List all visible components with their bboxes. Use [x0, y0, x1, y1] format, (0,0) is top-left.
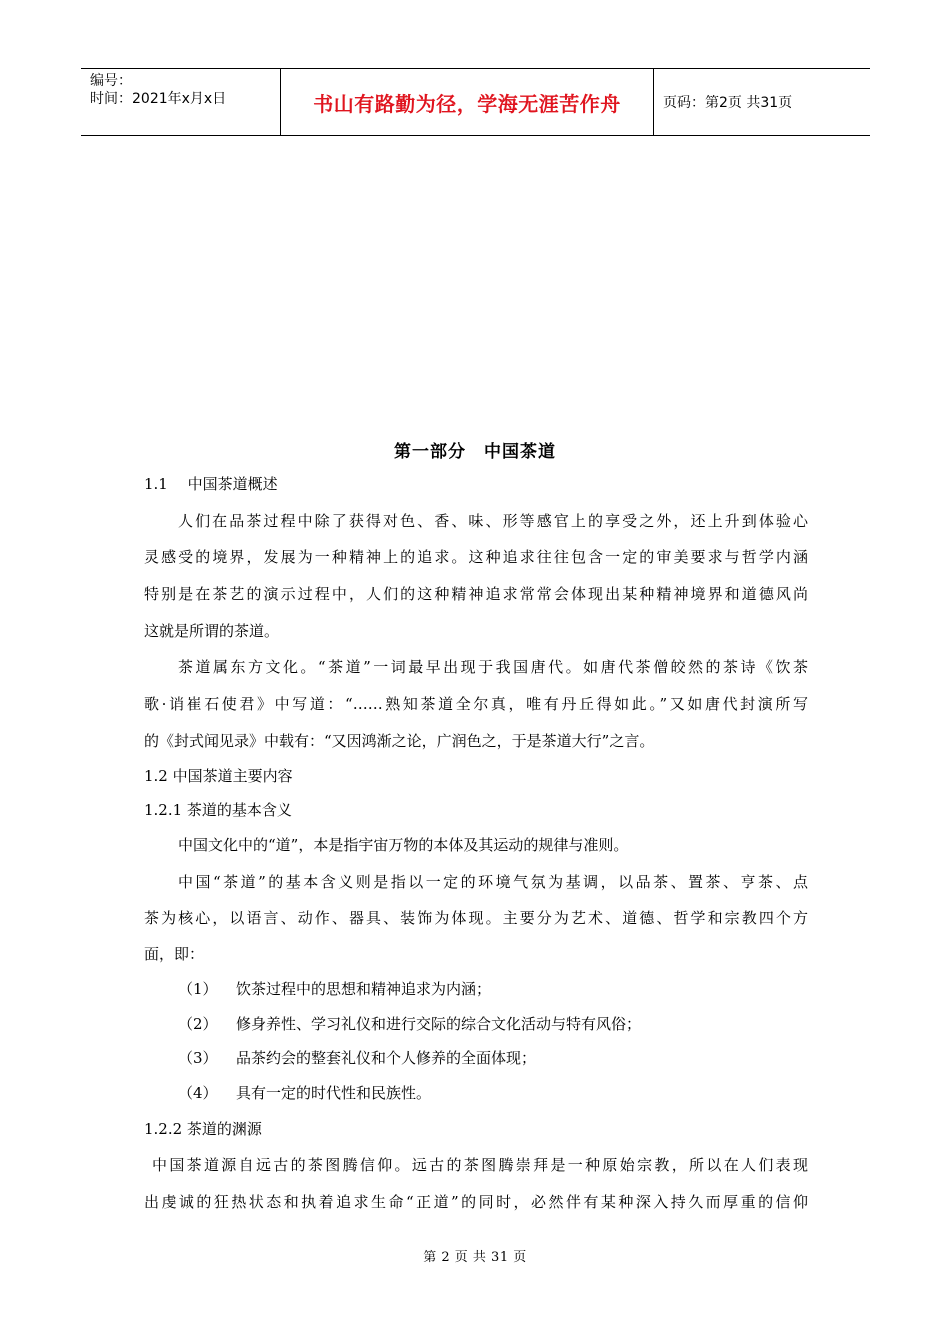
header-motto: 书山有路勤为径，学海无涯苦作舟: [281, 69, 654, 135]
paragraph-line: 茶为核心，以语言、动作、器具、装饰为体现。主要分为艺术、道德、哲学和宗教四个方: [144, 909, 808, 927]
section-heading-1-2-1: 1.2.1 茶道的基本含义: [144, 801, 292, 819]
section-heading-1-2-2: 1.2.2 茶道的渊源: [144, 1120, 262, 1138]
section-heading-1-2: 1.2 中国茶道主要内容: [144, 767, 293, 785]
paragraph-line: 的《封式闻见录》中载有：“又因鸿渐之论，广润色之，于是茶道大行”之言。: [144, 732, 655, 750]
list-item-number: （4）: [178, 1084, 218, 1102]
paragraph-line: 中国“茶道”的基本含义则是指以一定的环境气氛为基调，以品茶、置茶、亨茶、点: [178, 873, 808, 891]
paragraph-line: 中国文化中的“道”，本是指宇宙万物的本体及其运动的规律与准则。: [178, 836, 629, 854]
paragraph-line: 这就是所谓的茶道。: [144, 622, 280, 640]
section-heading-1-1: 1.1 中国茶道概述: [144, 475, 278, 493]
header-meta: [81, 69, 281, 135]
list-item-text: 饮茶过程中的思想和精神追求为内涵；: [236, 980, 492, 998]
header-page-info: 页码：第2页 共31页: [663, 95, 793, 111]
list-item: [178, 979, 808, 999]
paragraph-line: 灵感受的境界，发展为一种精神上的追求。这种追求往往包含一定的审美要求与哲学内涵: [144, 548, 808, 566]
paragraph-line: 歌·诮崔石使君》中写道：“……熟知茶道全尔真，唯有丹丘得如此。”又如唐代封演所写: [144, 695, 808, 713]
list-item-text: 具有一定的时代性和民族性。: [236, 1084, 432, 1102]
page-title: 第一部分 中国茶道: [394, 442, 556, 462]
page-header: [81, 68, 870, 136]
list-item: [178, 1048, 808, 1068]
paragraph-line: 中国茶道源自远古的茶图腾信仰。远古的茶图腾崇拜是一种原始宗教，所以在人们表现: [152, 1156, 808, 1174]
paragraph-line: 出虔诚的狂热状态和执着追求生命“正道”的同时，必然伴有某种深入持久而厚重的信仰: [144, 1193, 808, 1211]
paragraph-line: 特别是在茶艺的演示过程中，人们的这种精神追求常常会体现出某种精神境界和道德风尚: [144, 585, 808, 603]
list-item-text: 品茶约会的整套礼仪和个人修养的全面体现；: [236, 1049, 537, 1067]
document-number-label: 编号：: [90, 73, 132, 89]
list-item-text: 修身养性、学习礼仪和进行交际的综合文化活动与特有风俗；: [236, 1015, 642, 1033]
page-footer: 第 2 页 共 31 页: [423, 1250, 527, 1265]
list-item-number: （1）: [178, 980, 218, 998]
paragraph-line: 面，即：: [144, 945, 205, 963]
paragraph-line: 茶道属东方文化。“茶道”一词最早出现于我国唐代。如唐代茶僧皎然的茶诗《饮茶: [178, 658, 808, 676]
document-date-label: 时间：2021年x月x日: [90, 91, 227, 107]
list-item: [178, 1083, 808, 1103]
list-item: [178, 1014, 808, 1034]
list-item-number: （3）: [178, 1049, 218, 1067]
paragraph-line: 人们在品茶过程中除了获得对色、香、味、形等感官上的享受之外，还上升到体验心: [178, 512, 808, 530]
list-item-number: （2）: [178, 1015, 218, 1033]
